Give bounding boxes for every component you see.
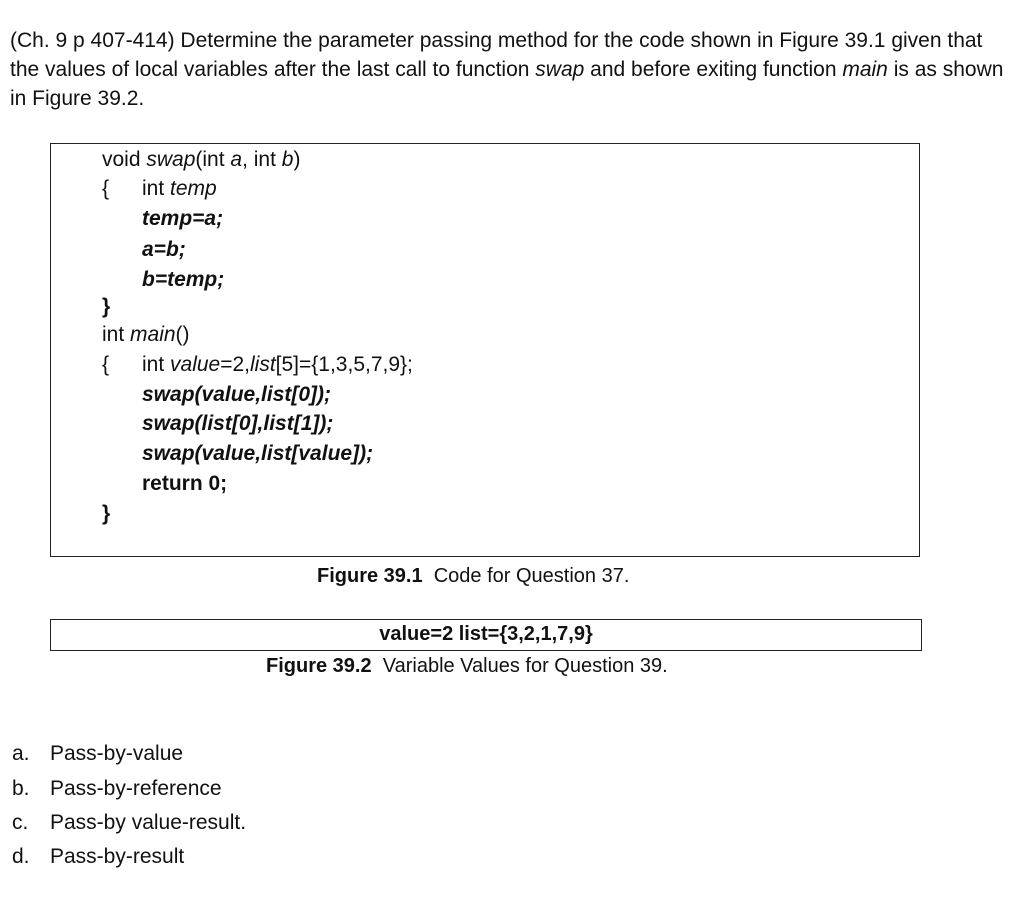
code-line-2-brace: {: [102, 177, 110, 200]
question-text: (Ch. 9 p 407-414) Determine the parameter passing method for the code shown in Figure 39.1 given that the values of local variables after the last call to function swap and before exiting function main is as shown in Figure 39.2.: [10, 29, 1004, 110]
figure-39-1-caption: Figure 39.1 Code for Question 37.: [317, 565, 630, 587]
code-line-1: void swap(int a, int b): [102, 148, 301, 171]
option-d[interactable]: d. Pass-by-result: [12, 845, 185, 868]
code-line-6: }: [102, 295, 111, 318]
code-line-13: }: [102, 502, 111, 525]
function-name-main: main: [842, 58, 888, 81]
figure-39-2-caption: Figure 39.2 Variable Values for Question 39.: [266, 655, 668, 677]
code-line-7: int main(): [102, 323, 190, 346]
option-b[interactable]: b. Pass-by-reference: [12, 777, 222, 800]
code-line-9: swap(value,list[0]);: [142, 383, 332, 406]
code-line-12: return 0;: [142, 472, 228, 495]
code-line-8: int value=2,list[5]={1,3,5,7,9};: [142, 353, 413, 376]
function-name-swap: swap: [535, 58, 585, 81]
code-line-11: swap(value,list[value]);: [142, 442, 374, 465]
variable-values-box: value=2 list={3,2,1,7,9}: [50, 619, 922, 651]
code-line-5: b=temp;: [142, 268, 225, 291]
code-line-3: temp=a;: [142, 207, 224, 230]
code-line-2: int temp: [142, 177, 217, 200]
option-a[interactable]: a. Pass-by-value: [12, 742, 184, 765]
code-line-8-brace: {: [102, 353, 110, 376]
code-line-4: a=b;: [142, 238, 186, 261]
code-line-10: swap(list[0],list[1]);: [142, 412, 334, 435]
option-c[interactable]: c. Pass-by value-result.: [12, 811, 247, 834]
